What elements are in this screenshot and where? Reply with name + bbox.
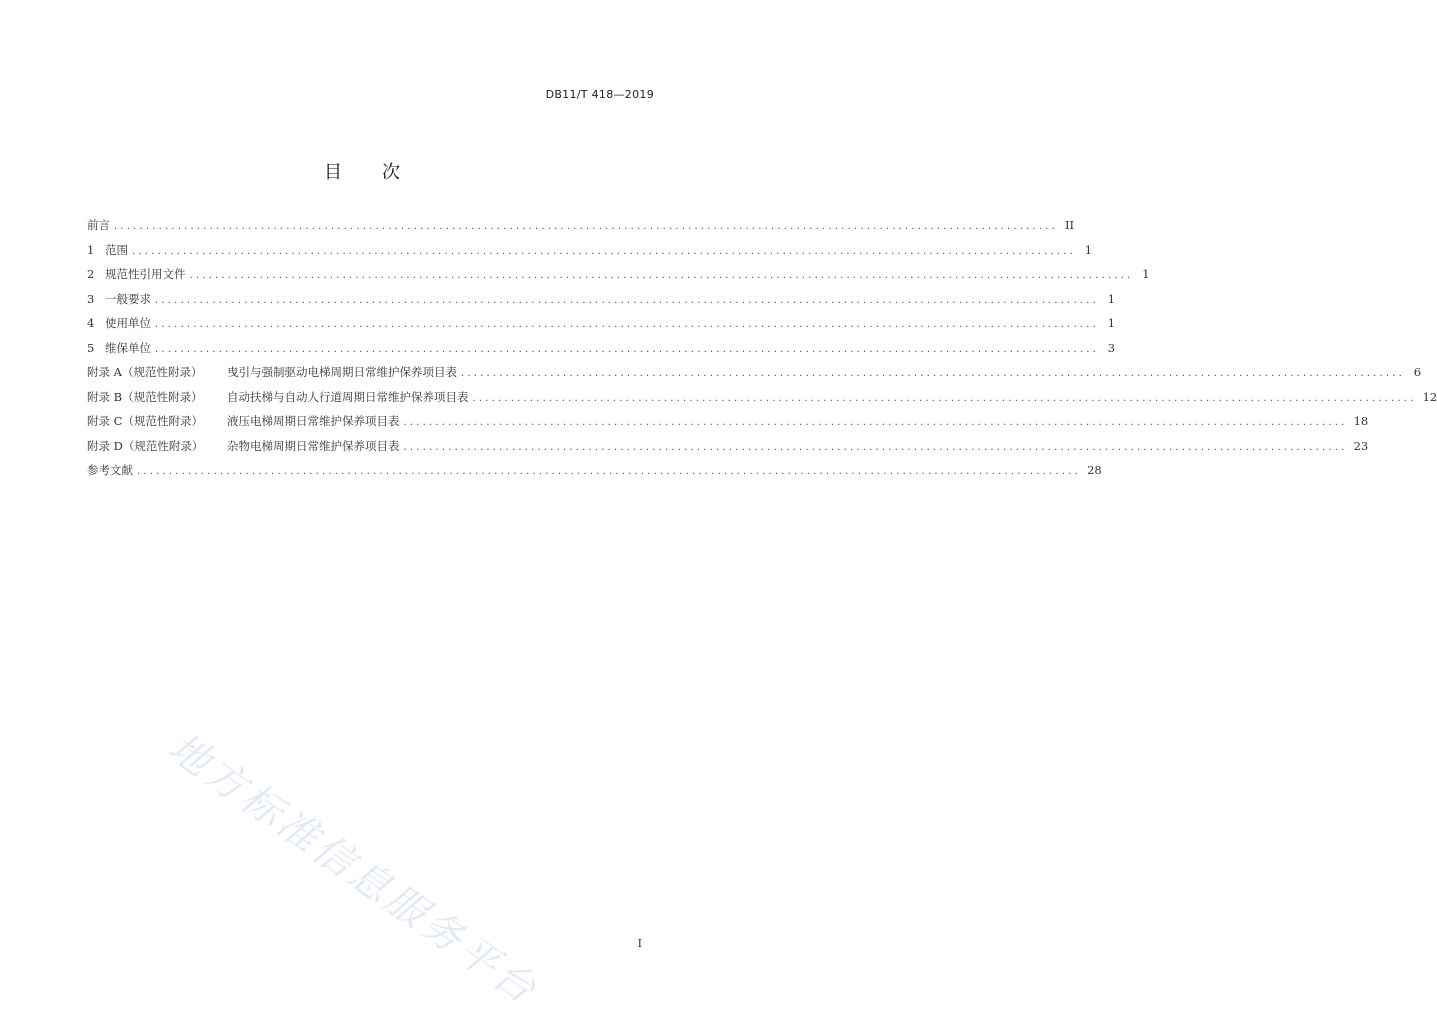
toc-entry-page: 12 (1422, 389, 1437, 404)
toc-entry-text: 范围 (105, 242, 128, 257)
appendix-label: 附录 D（规范性附录） (87, 438, 204, 453)
toc-entry-label (87, 266, 186, 282)
toc-entry-page: 1 (1084, 242, 1093, 257)
toc-entry-page: 3 (1107, 340, 1116, 355)
toc-entry-page: 1 (1107, 291, 1116, 306)
dot-leader: .................................................................................................................................................... (403, 417, 1348, 428)
watermark: 地方标准信息服务平台 (159, 724, 547, 1015)
toc-entry-label (87, 389, 469, 405)
appendix-label: 附录 C（规范性附录） (87, 414, 203, 428)
toc-entry[interactable] (87, 364, 1422, 389)
toc-entry-page: 1 (1142, 267, 1150, 281)
appendix-label: 附录 B（规范性附录） (87, 389, 203, 404)
dot-leader: .................................................................................................................................................... (114, 221, 1059, 232)
toc-entry-label (87, 242, 128, 258)
toc-entry-label: 参考文献 (87, 463, 133, 477)
dot-leader: .................................................................................................................................................... (403, 441, 1348, 453)
toc-entry-label (87, 413, 400, 429)
dot-leader: .................................................................................................................................................... (155, 294, 1100, 306)
toc-entry-page: 18 (1353, 414, 1369, 428)
title-right-char: 次 (382, 162, 400, 183)
dot-leader: .................................................................................................................................................... (155, 343, 1100, 355)
toc-entry-number: 2 (87, 267, 95, 281)
toc-entry[interactable] (87, 389, 1437, 414)
toc-entry[interactable] (87, 266, 1150, 291)
toc-entry-text: 使用单位 (105, 316, 151, 330)
toc-entry-number: 5 (87, 340, 95, 355)
toc-entry-page: 28 (1087, 463, 1102, 477)
toc-entry-text: 维保单位 (105, 340, 151, 355)
toc-entry[interactable] (87, 462, 1102, 487)
toc-entry-text: 规范性引用文件 (105, 267, 186, 281)
toc-entry-label (87, 438, 400, 454)
toc-entry-text: 曳引与强制驱动电梯周期日常维护保养项目表 (227, 365, 457, 379)
toc-entry-text: 杂物电梯周期日常维护保养项目表 (227, 438, 400, 453)
toc-entry-page: II (1064, 218, 1075, 232)
toc-entry-text: 一般要求 (105, 291, 151, 306)
dot-leader: .................................................................................................................................................... (155, 319, 1100, 330)
toc-entry[interactable] (87, 438, 1369, 463)
dot-leader: .................................................................................................................................................... (189, 270, 1134, 281)
toc-entry[interactable] (87, 291, 1116, 316)
toc-entry-label: 前言 (87, 218, 110, 232)
toc-entry-label (87, 291, 151, 307)
toc-entry-label (87, 364, 457, 380)
toc-entry-page: 23 (1353, 438, 1369, 453)
toc-entry[interactable] (87, 217, 1075, 242)
toc-entry-number: 1 (87, 242, 95, 257)
toc-entry-page: 6 (1413, 365, 1422, 379)
toc-entry-text: 液压电梯周期日常维护保养项目表 (227, 414, 400, 428)
toc-entry-text: 自动扶梯与自动人行道周期日常维护保养项目表 (227, 389, 469, 404)
dot-leader: .................................................................................................................................................... (472, 392, 1417, 404)
page-title (0, 158, 724, 184)
toc-entry-number: 4 (87, 316, 95, 330)
toc-entry[interactable] (87, 413, 1369, 438)
dot-leader: .................................................................................................................................................... (461, 368, 1406, 379)
toc-entry[interactable] (87, 315, 1116, 340)
toc-entry[interactable] (87, 242, 1093, 267)
toc-entry[interactable] (87, 340, 1116, 365)
table-of-contents (87, 217, 1437, 487)
toc-entry-label (87, 340, 151, 356)
page-number: I (637, 937, 642, 950)
toc-entry-page: 1 (1107, 316, 1116, 330)
title-left-char: 目 (324, 162, 342, 183)
appendix-label: 附录 A（规范性附录） (87, 365, 203, 379)
toc-entry-number: 3 (87, 291, 95, 306)
standard-code: DB11/T 418—2019 (545, 88, 654, 101)
toc-entry-label (87, 315, 151, 331)
dot-leader: .................................................................................................................................................... (137, 466, 1082, 477)
dot-leader: .................................................................................................................................................... (132, 245, 1077, 257)
